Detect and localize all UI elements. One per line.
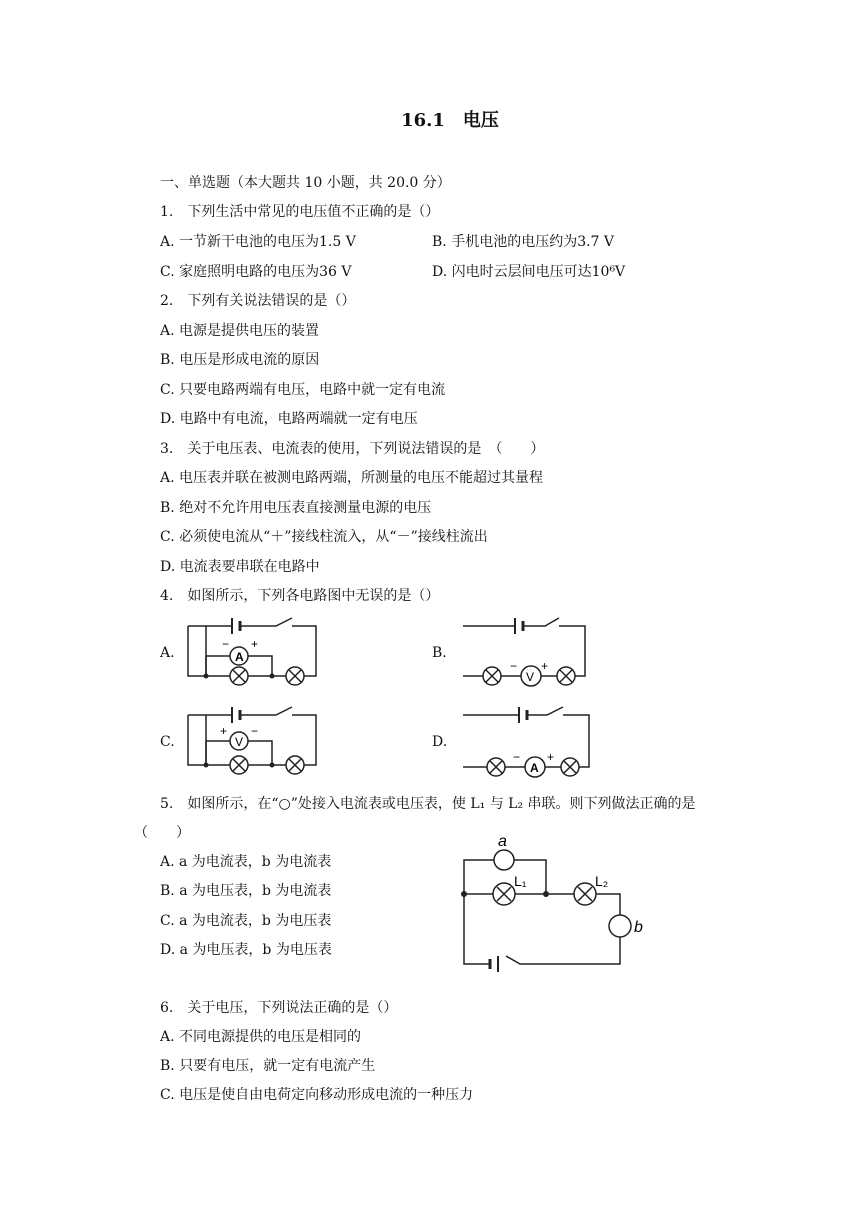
q4-option-b-label: B. (432, 645, 447, 661)
q4-option-c-label: C. (160, 734, 175, 750)
q5-stem: 5. 如图所示，在“○”处接入电流表或电压表，使 L₁ 与 L₂ 串联。则下列做法正确的是 (160, 796, 696, 812)
q6-stem: 6. 关于电压，下列说法正确的是（） (160, 1000, 398, 1016)
q5-option-d: D. a 为电压表，b 为电压表 (160, 942, 332, 958)
q1-option-a: A. 一节新干电池的电压为1.5 V (160, 234, 356, 250)
q4-circuit-b (455, 614, 595, 690)
q4b-meter-label: V (526, 670, 535, 684)
q1-option-c: C. 家庭照明电路的电压为36 V (160, 264, 352, 280)
q5-option-a: A. a 为电流表，b 为电流表 (160, 854, 332, 870)
q4-option-d-label: D. (432, 734, 448, 750)
q4b-plus: + (541, 659, 549, 673)
q2-stem: 2. 下列有关说法错误的是（） (160, 293, 356, 309)
q4c-plus: + (220, 724, 228, 738)
q4-option-a-label: A. (160, 645, 175, 661)
q1-stem: 1. 下列生活中常见的电压值不正确的是（） (160, 204, 440, 220)
q5-label-l1: L₁ (514, 873, 527, 889)
q5-label-a: a (498, 833, 507, 850)
q4c-minus: − (251, 724, 259, 738)
q4a-minus: − (222, 637, 230, 651)
q6-option-a: A. 不同电源提供的电压是相同的 (160, 1029, 362, 1045)
q4c-meter-label: V (235, 735, 244, 749)
q5-label-b: b (634, 919, 643, 936)
q4-circuit-c (180, 703, 325, 777)
q5-option-c: C. a 为电流表，b 为电压表 (160, 913, 332, 929)
q3-option-c: C. 必须使电流从“＋”接线柱流入，从“－”接线柱流出 (160, 529, 488, 545)
q4a-meter-label: A (235, 650, 244, 664)
q2-option-b: B. 电压是形成电流的原因 (160, 352, 320, 368)
q3-option-d: D. 电流表要串联在电路中 (160, 559, 320, 575)
q3-stem: 3. 关于电压表、电流表的使用，下列说法错误的是 （ ） (160, 441, 545, 457)
q3-option-a: A. 电压表并联在被测电路两端，所测量的电压不能超过其量程 (160, 470, 544, 486)
q5-circuit (450, 832, 650, 978)
q4-circuit-a (180, 616, 325, 688)
q4b-minus: − (510, 659, 518, 673)
q4d-plus: + (547, 750, 555, 764)
q4a-plus: + (251, 637, 259, 651)
q4d-minus: − (513, 750, 521, 764)
q2-option-d: D. 电路中有电流，电路两端就一定有电压 (160, 411, 418, 427)
q4-circuit-d (455, 703, 600, 781)
q5-label-l2: L₂ (595, 873, 609, 889)
q4-stem: 4. 如图所示，下列各电路图中无误的是（） (160, 588, 440, 604)
q5-option-b: B. a 为电压表，b 为电流表 (160, 883, 332, 899)
q3-option-b: B. 绝对不允许用电压表直接测量电源的电压 (160, 500, 432, 516)
q2-option-c: C. 只要电路两端有电压，电路中就一定有电流 (160, 382, 446, 398)
q6-option-c: C. 电压是使自由电荷定向移动形成电流的一种压力 (160, 1087, 474, 1103)
page-title: 16.1 电压 (401, 110, 499, 131)
q1-option-b: B. 手机电池的电压约为3.7 V (432, 234, 615, 250)
q1-option-d: D. 闪电时云层间电压可达10⁶V (432, 264, 626, 280)
q2-option-a: A. 电源是提供电压的装置 (160, 323, 320, 339)
q4d-meter-label: A (530, 761, 539, 775)
q5-stem-paren: （ ） (134, 825, 190, 841)
q6-option-b: B. 只要有电压，就一定有电流产生 (160, 1058, 376, 1074)
section-heading: 一、单选题（本大题共 10 小题，共 20.0 分） (160, 175, 451, 191)
